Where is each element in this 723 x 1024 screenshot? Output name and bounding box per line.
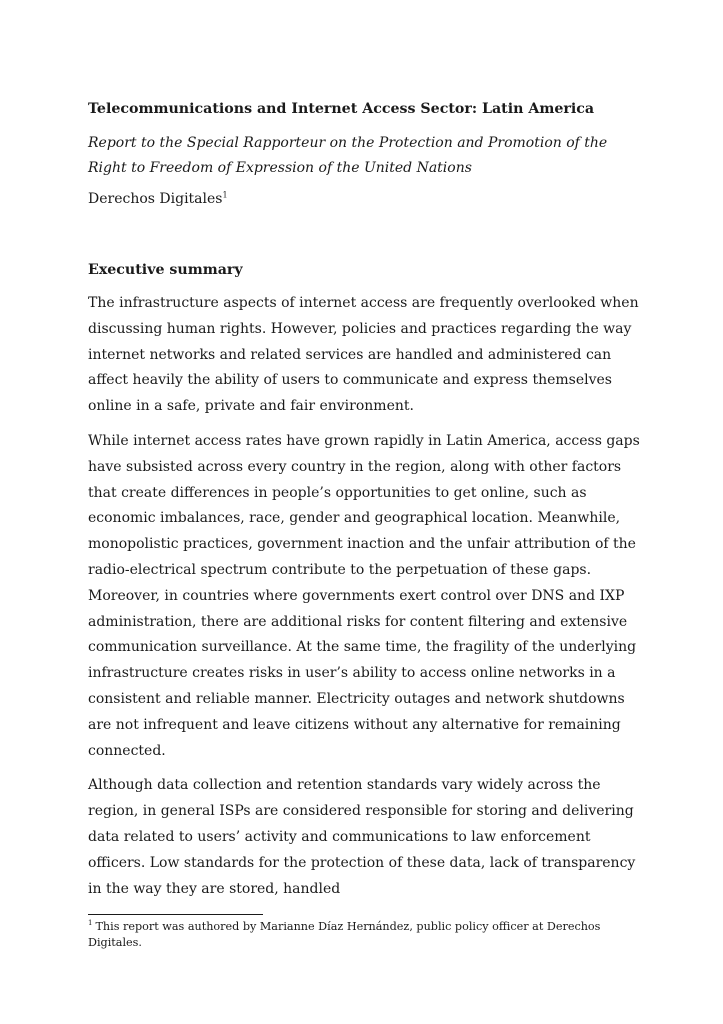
footnote-text: This report was authored by Marianne Díaz Hernández, public policy officer at Derechos Digitales. [88, 920, 601, 949]
document-author [88, 189, 648, 209]
author-name: Derechos Digitales [88, 191, 223, 207]
section-heading: Executive summary [88, 262, 243, 278]
footnote [88, 919, 648, 951]
footnote-reference[interactable]: 1 [222, 190, 228, 200]
document-title: Telecommunications and Internet Access Sector: Latin America [88, 101, 595, 117]
document-body [88, 99, 648, 902]
paragraph: Although data collection and retention standards vary widely across the region, in general ISPs are considered responsible for storing and delivering data related to users’ activity and communications to law enforcement officers. Low standards for the protection of these data, lack of transparency in the way they are stored, handled [88, 777, 636, 897]
footnote-divider [88, 914, 263, 915]
paragraph: The infrastructure aspects of internet access are frequently overlooked when discussing human rights. However, policies and practices regarding the way internet networks and related services are handled and administered can affect heavily the ability of users to communicate and express themselves online in a safe, private and fair environment. [88, 295, 639, 415]
document-subtitle: Report to the Special Rapporteur on the Protection and Promotion of the Right to Freedom of Expression of the United Nations [88, 135, 608, 176]
footnote-mark: 1 [88, 919, 93, 928]
paragraph: While internet access rates have grown rapidly in Latin America, access gaps have subsisted across every country in the region, along with other factors that create differences in people’s opportunities to get online, such as economic imbalances, race, gender and geographical location. Meanwhile, monopolistic practices, government inaction and the unfair attribution of the radio-electrical spectrum contribute to the perpetuation of these gaps. Moreover, in countries where governments exert control over DNS and IXP administration, there are additional risks for content filtering and extensive communication surveillance. At the same time, the fragility of the underlying infrastructure creates risks in user’s ability to access online networks in a consistent and reliable manner. Electricity outages and network shutdowns are not infrequent and leave citizens without any alternative for remaining connected. [88, 432, 640, 759]
